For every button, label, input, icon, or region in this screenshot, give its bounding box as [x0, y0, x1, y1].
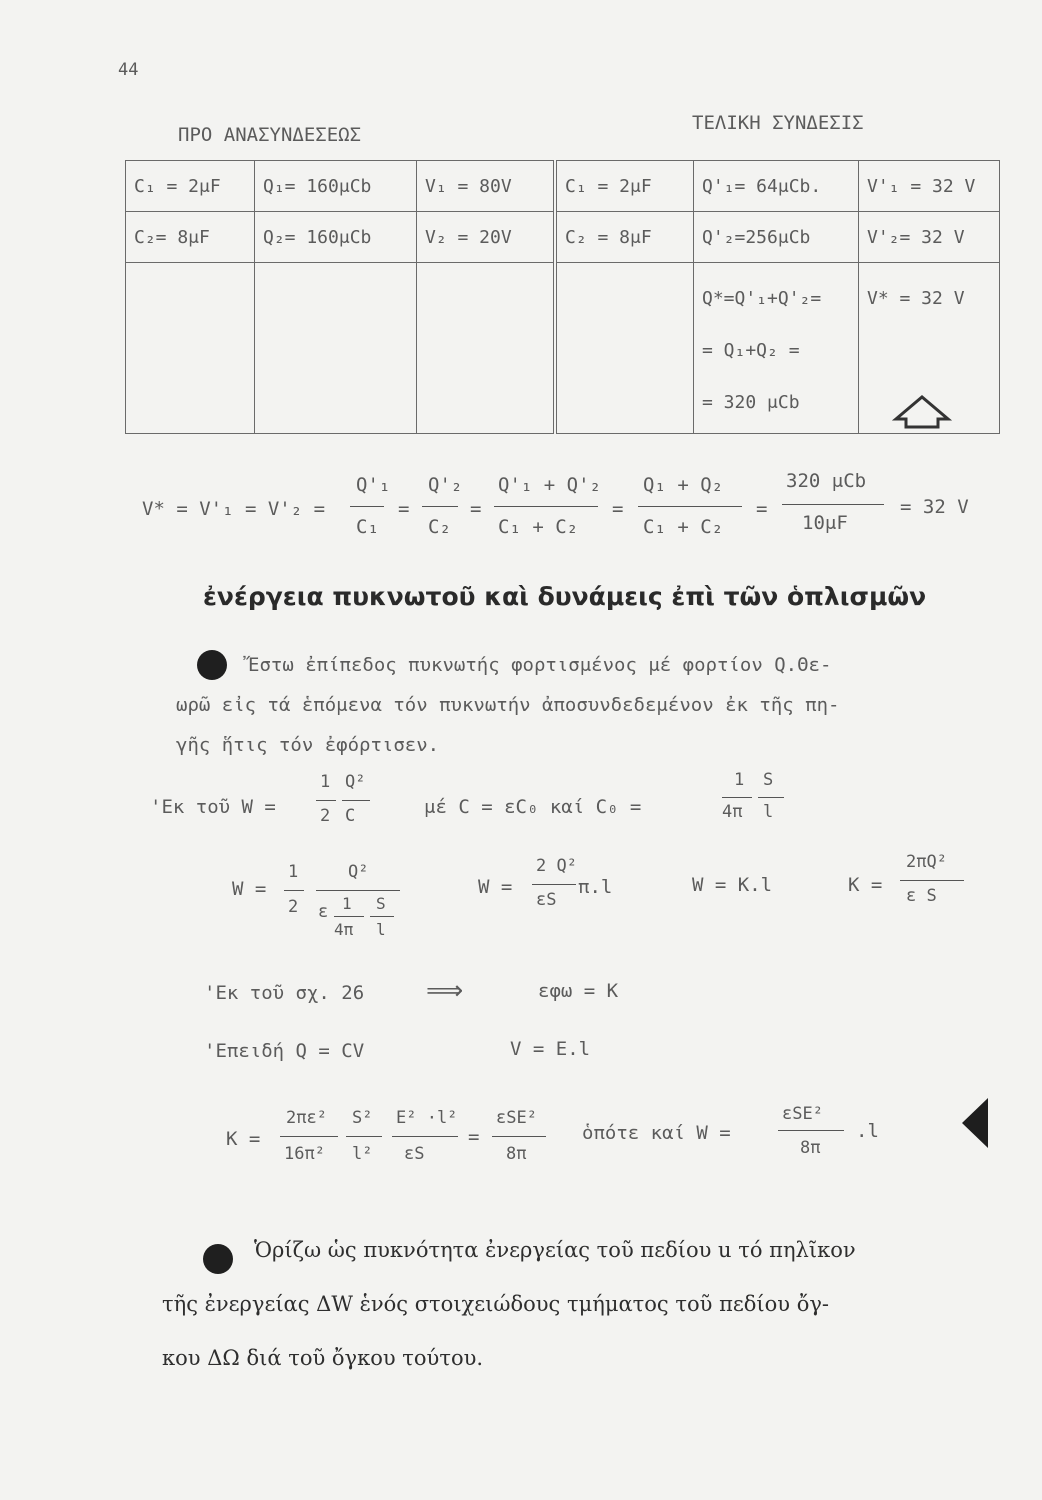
- formula-den: l: [763, 802, 774, 822]
- k-eq-den: 16π²: [284, 1144, 325, 1164]
- formula-den: 2: [320, 806, 331, 826]
- formula-den: 4π: [722, 802, 743, 822]
- table-cell: [126, 263, 255, 434]
- table-cell: V'₁ = 32 V: [859, 161, 1000, 212]
- formula-num: 1: [342, 894, 352, 913]
- k-eq-den: l²: [352, 1144, 373, 1164]
- formula-num: S: [763, 770, 774, 790]
- table-cell: Q'₁= 64μCb.: [694, 161, 859, 212]
- k-eq-num: εSE²: [496, 1108, 537, 1128]
- formula-num: 1: [288, 862, 299, 882]
- main-eq-result: = 32 V: [900, 496, 969, 518]
- voltage-eq: V = E.l: [510, 1038, 591, 1060]
- main-eq-num: 320 μCb: [786, 470, 867, 492]
- bullet-icon: [197, 650, 227, 680]
- formula-text: W = K.l: [692, 874, 773, 896]
- table-row: [126, 161, 1000, 212]
- capacitor-table: [125, 160, 1000, 434]
- table-cell: [255, 263, 417, 434]
- main-eq-den: 10μF: [802, 512, 848, 534]
- para1-line: Ἔστω ἐπίπεδος πυκνωτής φορτισμένος μέ φορτίον Q.Θε-: [248, 654, 832, 676]
- formula-text: π.l: [578, 876, 613, 898]
- k-eq-num: εSE²: [782, 1104, 823, 1124]
- table-cell: C₂ = 8μF: [555, 212, 694, 263]
- k-eq-num: 2πε²: [286, 1108, 327, 1128]
- total-charge-line: = 320 μCb: [702, 392, 800, 413]
- main-eq-den: C₁: [356, 516, 379, 538]
- table-cell: Q'₂=256μCb: [694, 212, 859, 263]
- formula-den: εS: [536, 890, 557, 910]
- total-charge-line: Q*=Q'₁+Q'₂=: [702, 288, 822, 309]
- section-title: ἐνέργεια πυκνωτοῦ καὶ δυνάμεις ἐπὶ τῶν ὁπλισμῶν: [203, 582, 927, 611]
- formula-den: ε S: [906, 886, 937, 906]
- k-eq-tail: .l: [856, 1120, 879, 1142]
- k-eq-num: S²: [352, 1108, 373, 1128]
- table-cell: C₁ = 2μF: [126, 161, 255, 212]
- formula-num: Q²: [348, 862, 369, 882]
- formula-text: 'Εκ τοῦ W =: [150, 796, 276, 818]
- para2-line: τῆς ἐνεργείας ΔW ἑνός στοιχειώδους τμήματος τοῦ πεδίου ὄγ-: [162, 1292, 830, 1316]
- table-row: [126, 263, 1000, 434]
- from-figure-text: 'Εκ τοῦ σχ. 26: [204, 982, 365, 1004]
- table-cell: C₁ = 2μF: [555, 161, 694, 212]
- since-text: 'Επειδή Q = CV: [204, 1040, 365, 1062]
- formula-text: K =: [848, 874, 883, 896]
- main-eq-equals: =: [470, 498, 482, 520]
- formula-num: S: [376, 894, 386, 913]
- k-eq-lhs: K =: [226, 1128, 261, 1150]
- table-cell: [417, 263, 556, 434]
- main-eq-den: C₁ + C₂: [643, 516, 724, 538]
- main-eq-num: Q'₂: [428, 474, 463, 496]
- formula-den: ε: [318, 902, 329, 922]
- main-eq-equals: =: [756, 498, 768, 520]
- main-eq-num: Q₁ + Q₂: [643, 474, 724, 496]
- table-cell: V₂ = 20V: [417, 212, 556, 263]
- formula-num: Q²: [345, 772, 366, 792]
- main-eq-lhs: V* = V'₁ = V'₂ =: [142, 498, 326, 520]
- table-cell: [555, 263, 694, 434]
- table-cell: V₁ = 80V: [417, 161, 556, 212]
- formula-text: W =: [232, 878, 267, 900]
- table-cell: C₂= 8μF: [126, 212, 255, 263]
- heading-final-connection: ΤΕΛΙΚΗ ΣΥΝΔΕΣΙΣ: [692, 112, 864, 134]
- para1-line: ωρῶ εἰς τά ἑπόμενα τόν πυκνωτήν ἀποσυνδεδεμένον ἐκ τῆς πη-: [176, 694, 840, 716]
- formula-den: l: [376, 920, 386, 939]
- k-eq-den: 8π: [506, 1144, 527, 1164]
- total-charge-line: = Q₁+Q₂ =: [702, 340, 800, 361]
- implies-arrow-icon: ⟹: [426, 976, 464, 1006]
- main-eq-num: Q'₁: [356, 474, 391, 496]
- para2-line: κου ΔΩ διά τοῦ ὄγκου τούτου.: [162, 1346, 484, 1370]
- energy-density-eq: εφω = K: [538, 980, 619, 1002]
- k-eq-den: εS: [404, 1144, 425, 1164]
- k-eq-den: 8π: [800, 1138, 821, 1158]
- bullet-icon: [203, 1244, 233, 1274]
- page-number: 44: [118, 60, 139, 80]
- heading-before-reconnection: ΠΡΟ ΑΝΑΣΥΝΔΕΣΕΩΣ: [178, 124, 362, 146]
- formula-num: 1: [320, 772, 331, 792]
- then-text: ὁπότε καί W =: [582, 1122, 731, 1144]
- formula-num: 2 Q²: [536, 856, 577, 876]
- final-voltage: V* = 32 V: [867, 288, 965, 309]
- table-cell: Q₁= 160μCb: [255, 161, 417, 212]
- para2-line: Ὁρίζω ὡς πυκνότητα ἐνεργείας τοῦ πεδίου u τό πηλῖκον: [254, 1238, 856, 1262]
- formula-den: 2: [288, 897, 299, 917]
- k-eq-num: E² ·l²: [396, 1108, 458, 1128]
- table-row: [126, 212, 1000, 263]
- table-cell-total-charge: [694, 263, 859, 434]
- formula-den: 4π: [334, 920, 354, 939]
- formula-text: W =: [478, 876, 513, 898]
- formula-num: 1: [734, 770, 745, 790]
- house-arrow-icon: [892, 393, 962, 433]
- main-eq-num: Q'₁ + Q'₂: [498, 474, 601, 496]
- table-cell: Q₂= 160μCb: [255, 212, 417, 263]
- formula-num: 2πQ²: [906, 852, 947, 872]
- formula-den: C: [345, 806, 356, 826]
- main-eq-den: C₁ + C₂: [498, 516, 579, 538]
- main-eq-den: C₂: [428, 516, 451, 538]
- formula-text: μέ C = εC₀ καί C₀ =: [424, 796, 642, 818]
- k-eq-equals: =: [468, 1126, 480, 1148]
- table-cell: V'₂= 32 V: [859, 212, 1000, 263]
- main-eq-equals: =: [612, 498, 624, 520]
- main-eq-equals: =: [398, 498, 410, 520]
- para1-line: γῆς ἥτις τόν ἐφόρτισεν.: [176, 734, 440, 756]
- triangle-marker-icon: [962, 1098, 988, 1148]
